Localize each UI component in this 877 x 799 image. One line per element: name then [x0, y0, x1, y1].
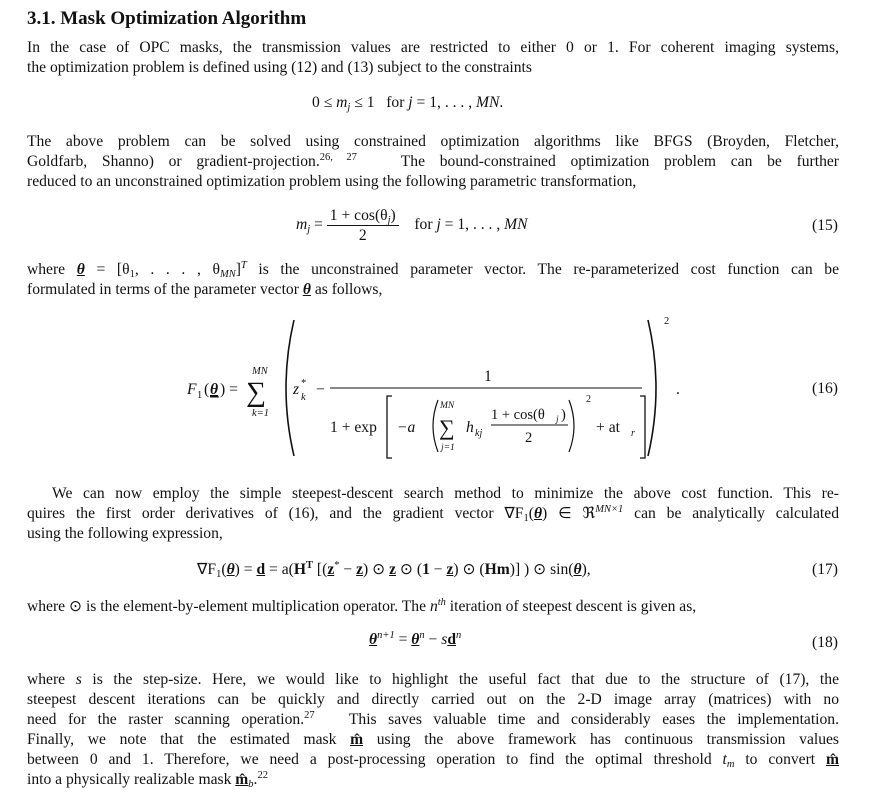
paragraph-line: into a physically realizable mask $m̂_b.^{22}$ — [27, 770, 268, 790]
svg-text:(: ( — [204, 381, 210, 398]
left-bracket — [387, 396, 392, 458]
paragraph-line: Goldfarb, Shanno) or gradient-projection.$^{26, 27}$ The bound-constrained optimization problem can be further — [27, 152, 839, 170]
paragraph-line: The above problem can be solved using constrained optimization algorithms like BFGS (Broyden, Fletcher, — [27, 133, 839, 150]
svg-text:2: 2 — [664, 316, 670, 327]
citation: 26, 27 — [319, 152, 357, 163]
paragraph-line: where $\theta = [\theta_1$, . . . , $\theta_{MN}]^T$ is the unconstrained parameter vector. The re-parameterized cost function can be — [27, 260, 839, 280]
equation-number-16: (16) — [812, 380, 838, 397]
svg-text:k: k — [301, 392, 306, 403]
paragraph-line: reduced to an unconstrained optimization problem using the following parametric transformation, — [27, 173, 637, 190]
inner-left-paren — [433, 400, 438, 452]
svg-text:2: 2 — [525, 430, 533, 446]
svg-text:θ: θ — [210, 381, 219, 398]
svg-text:2: 2 — [586, 394, 591, 405]
inner-right-paren — [569, 400, 574, 452]
svg-text:j=1: j=1 — [441, 443, 455, 453]
paragraph-line: formulated in terms of the parameter vector θ as follows, — [27, 281, 383, 298]
citation: 27 — [304, 710, 315, 721]
paragraph-line: steepest descent iterations can be quickly and directly carried out on the 2-D image array (matrices) with no — [27, 691, 839, 708]
equation-number-17: (17) — [812, 561, 838, 578]
svg-text:F: F — [187, 381, 197, 398]
section-number: 3.1. — [27, 8, 56, 29]
paragraph-2 — [27, 132, 839, 192]
equation-16 — [0, 308, 877, 468]
citation: 22 — [257, 770, 268, 781]
paragraph-line: using the following expression, — [27, 525, 223, 542]
paragraph-line: We can now employ the simple steepest-descent search method to minimize the above cost function. This re- — [52, 485, 839, 502]
right-bracket — [640, 396, 645, 458]
paragraph-line: between 0 and 1. Therefore, we need a post-processing operation to find the optimal threshold $t_m$ to convert m̂ — [27, 751, 839, 770]
sum-symbol: ∑ — [246, 377, 266, 408]
equation-18: $\theta^{n+1} = \theta^n - sd^n$ — [369, 630, 462, 648]
svg-text:.: . — [676, 381, 680, 398]
svg-text:kj: kj — [475, 428, 483, 439]
svg-text:1: 1 — [197, 390, 203, 401]
paragraph-line: where s is the step-size. Here, we would like to highlight the useful fact that due to the structure of (17), the — [27, 671, 839, 688]
equation-number-18: (18) — [812, 634, 838, 651]
paragraph-line: quires the first order derivatives of (16), and the gradient vector $\nabla F_1(\theta)$ ∈ ℜ$^{MN\times 1}$ can be analytically calculated — [27, 504, 839, 524]
paragraph-line: the optimization problem is defined using (12) and (13) subject to the constraints — [27, 59, 532, 76]
constraint-equation: $0 \le m_j \le 1$ for j = 1, . . . , MN. — [312, 94, 504, 113]
right-big-paren — [648, 320, 656, 456]
svg-text:z: z — [293, 381, 300, 398]
svg-text:*: * — [301, 378, 307, 389]
section-heading — [27, 8, 306, 30]
equation-number-15: (15) — [812, 217, 838, 234]
section-title: Mask Optimization Algorithm — [60, 8, 307, 29]
equation-17: $\nabla F_1(\theta) = d = a(H^T$ [(z* − z) ⊙ z ⊙ (1 − z) ⊙ (Hm)] ) ⊙ sin(θ), — [197, 560, 591, 580]
equation-15: $m_j$ = $\frac{1 + \cos(\theta_j)}{2}$ for j = 1, . . . , MN — [296, 207, 528, 244]
paragraph-line: need for the raster scanning operation.$^{27}$ This saves valuable time and considerably eases the implementation. — [27, 710, 839, 728]
svg-text:h: h — [466, 419, 474, 436]
paragraph-line: In the case of OPC masks, the transmission values are restricted to either 0 or 1. For coherent imaging systems, — [27, 39, 839, 56]
paragraph-1 — [27, 38, 839, 78]
paragraph-4 — [27, 484, 839, 544]
svg-text:1 + exp: 1 + exp — [330, 419, 377, 436]
inner-sum-symbol: ∑ — [439, 415, 455, 440]
svg-text:−a: −a — [397, 419, 416, 436]
svg-text:MN: MN — [440, 401, 455, 411]
svg-text:1: 1 — [484, 368, 492, 385]
svg-text:+ at: + at — [596, 419, 620, 436]
paragraph-5 — [27, 597, 839, 617]
svg-text:k=1: k=1 — [252, 408, 269, 419]
svg-text:r: r — [631, 428, 635, 439]
paragraph-6 — [27, 670, 839, 790]
svg-text:j: j — [556, 415, 559, 425]
svg-text:): ) — [561, 407, 566, 423]
svg-text:) =: ) = — [220, 381, 238, 398]
paragraph-3 — [27, 260, 839, 300]
paragraph-line: Finally, we note that the estimated mask m̂ using the above framework has continuous transmission values — [27, 731, 839, 748]
svg-text:−: − — [316, 381, 325, 398]
paragraph-line: where ⊙ is the element-by-element multiplication operator. The $n^{th}$ iteration of steepest descent is given as, — [27, 597, 697, 615]
svg-text:MN: MN — [252, 366, 268, 377]
svg-text:1 + cos(θ: 1 + cos(θ — [491, 407, 545, 423]
